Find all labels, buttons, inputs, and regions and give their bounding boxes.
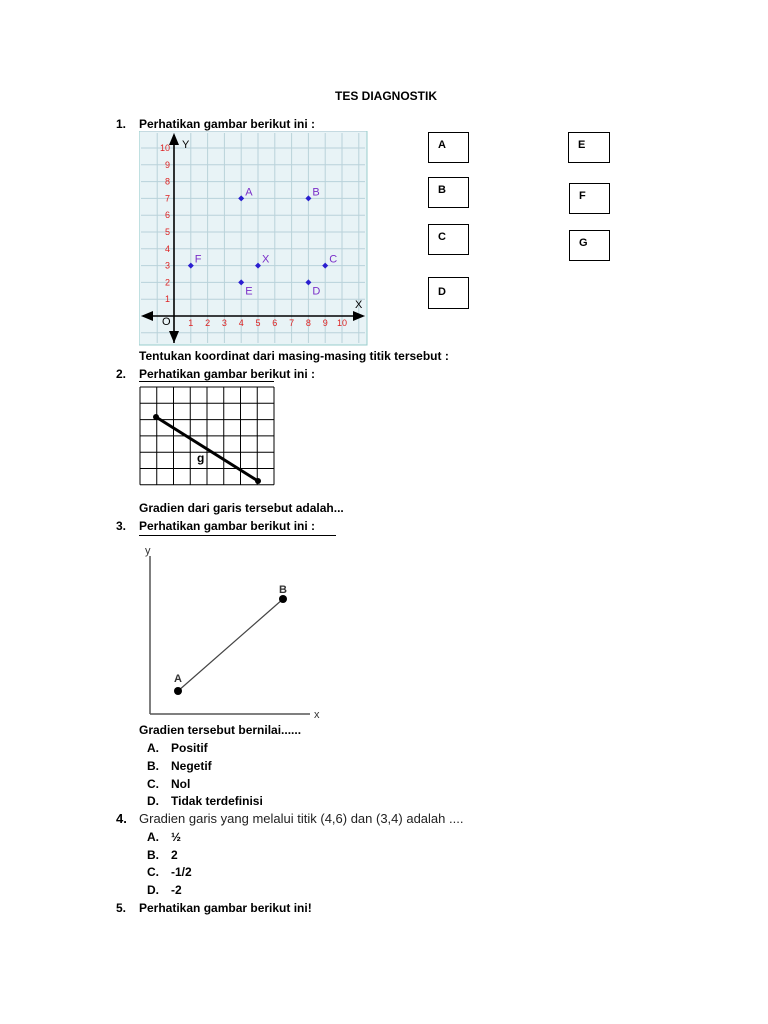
y-tick-label: 9 — [164, 159, 170, 170]
x-tick-label: 5 — [255, 318, 261, 328]
q4-prompt: Gradien garis yang melalui titik (4,6) dan (3,4) adalah .... — [139, 811, 464, 826]
x-tick-label: 10 — [336, 318, 348, 328]
answer-box-b[interactable] — [428, 177, 469, 208]
x-tick-label: 2 — [205, 318, 211, 328]
q2-grid-figure — [138, 385, 278, 491]
q3-option-text[interactable]: Positif — [171, 741, 208, 755]
point-b-label: B — [279, 584, 287, 596]
point-label: B — [312, 186, 320, 199]
answer-box-label: A — [438, 139, 446, 151]
q4-option-letter: C. — [147, 865, 159, 879]
q5-prompt: Perhatikan gambar berikut ini! — [139, 901, 312, 915]
answer-box-label: F — [579, 190, 586, 202]
q1-prompt: Perhatikan gambar berikut ini : — [139, 117, 316, 131]
y-tick-label: 7 — [164, 193, 170, 204]
q3-prompt: Perhatikan gambar berikut ini : — [139, 519, 336, 536]
line-g-endpoint — [153, 414, 159, 420]
q4-option-text[interactable]: -1/2 — [171, 865, 192, 879]
point-label: D — [312, 285, 321, 298]
line-g-endpoint — [255, 478, 261, 484]
x-tick-label: 7 — [289, 318, 295, 328]
q4-option-text[interactable]: ½ — [171, 830, 182, 844]
y-tick-label: 8 — [164, 176, 170, 187]
q1-instruction: Tentukan koordinat dari masing-masing titik tersebut : — [139, 349, 449, 363]
q3-line-figure — [138, 542, 338, 722]
answer-box-g[interactable] — [569, 230, 610, 261]
q1-number: 1. — [116, 117, 127, 131]
x-tick-label: 6 — [272, 318, 278, 328]
point-label: F — [194, 253, 202, 266]
answer-box-label: D — [438, 286, 446, 298]
answer-box-label: G — [579, 237, 588, 249]
q3-number: 3. — [116, 519, 127, 533]
line-g-label: g — [197, 451, 205, 465]
point-a — [174, 687, 182, 695]
x-tick-label: 8 — [305, 318, 311, 328]
point-b — [279, 595, 287, 603]
q3-option-text[interactable]: Nol — [171, 777, 191, 791]
answer-box-f[interactable] — [569, 183, 610, 214]
q3-option-text[interactable]: Tidak terdefinisi — [171, 794, 263, 808]
q1-coordinate-graph — [139, 131, 369, 347]
q3-option-letter: C. — [147, 777, 159, 791]
point-label: X — [262, 253, 270, 266]
origin-label: O — [162, 316, 171, 328]
point-label: E — [245, 285, 253, 298]
answer-box-label: C — [438, 231, 446, 243]
answer-box-e[interactable] — [568, 132, 610, 163]
point-a-label: A — [174, 673, 182, 685]
page-title: TES DIAGNOSTIK — [335, 89, 438, 103]
y-tick-label: 4 — [164, 243, 170, 254]
q2-question: Gradien dari garis tersebut adalah... — [139, 501, 344, 515]
y-tick-label: 3 — [164, 260, 170, 271]
q3-option-letter: B. — [147, 759, 159, 773]
q4-option-text[interactable]: 2 — [171, 848, 178, 862]
y-tick-label: 10 — [159, 143, 170, 153]
q4-option-text[interactable]: -2 — [171, 883, 182, 897]
x-axis-label: x — [314, 709, 320, 721]
y-axis-label: Y — [182, 139, 190, 151]
y-tick-label: 6 — [164, 210, 170, 221]
answer-box-c[interactable] — [428, 224, 469, 255]
q4-option-letter: D. — [147, 883, 159, 897]
answer-box-label: B — [438, 184, 446, 196]
q5-number: 5. — [116, 901, 127, 915]
y-tick-label: 1 — [164, 294, 170, 305]
x-axis-label: X — [355, 299, 363, 311]
q4-number: 4. — [116, 811, 127, 826]
q2-prompt: Perhatikan gambar berikut ini : — [139, 367, 316, 381]
q3-option-letter: A. — [147, 741, 159, 755]
q4-option-letter: A. — [147, 830, 159, 844]
y-axis-label: y — [145, 545, 151, 557]
y-tick-label: 2 — [164, 277, 170, 288]
point-label: C — [329, 253, 338, 266]
point-label: A — [245, 186, 253, 199]
answer-box-d[interactable] — [428, 277, 469, 309]
q2-number: 2. — [116, 367, 127, 381]
q4-option-letter: B. — [147, 848, 159, 862]
x-tick-label: 3 — [221, 318, 227, 328]
x-tick-label: 1 — [188, 318, 194, 328]
q3-option-text[interactable]: Negetif — [171, 759, 212, 773]
segment-ab — [178, 599, 283, 691]
q3-question: Gradien tersebut bernilai...... — [139, 723, 302, 737]
x-tick-label: 4 — [238, 318, 244, 328]
answer-box-a[interactable] — [428, 132, 469, 163]
x-tick-label: 9 — [322, 318, 328, 328]
answer-box-label: E — [578, 139, 586, 151]
q3-option-letter: D. — [147, 794, 159, 808]
y-tick-label: 5 — [164, 227, 170, 237]
